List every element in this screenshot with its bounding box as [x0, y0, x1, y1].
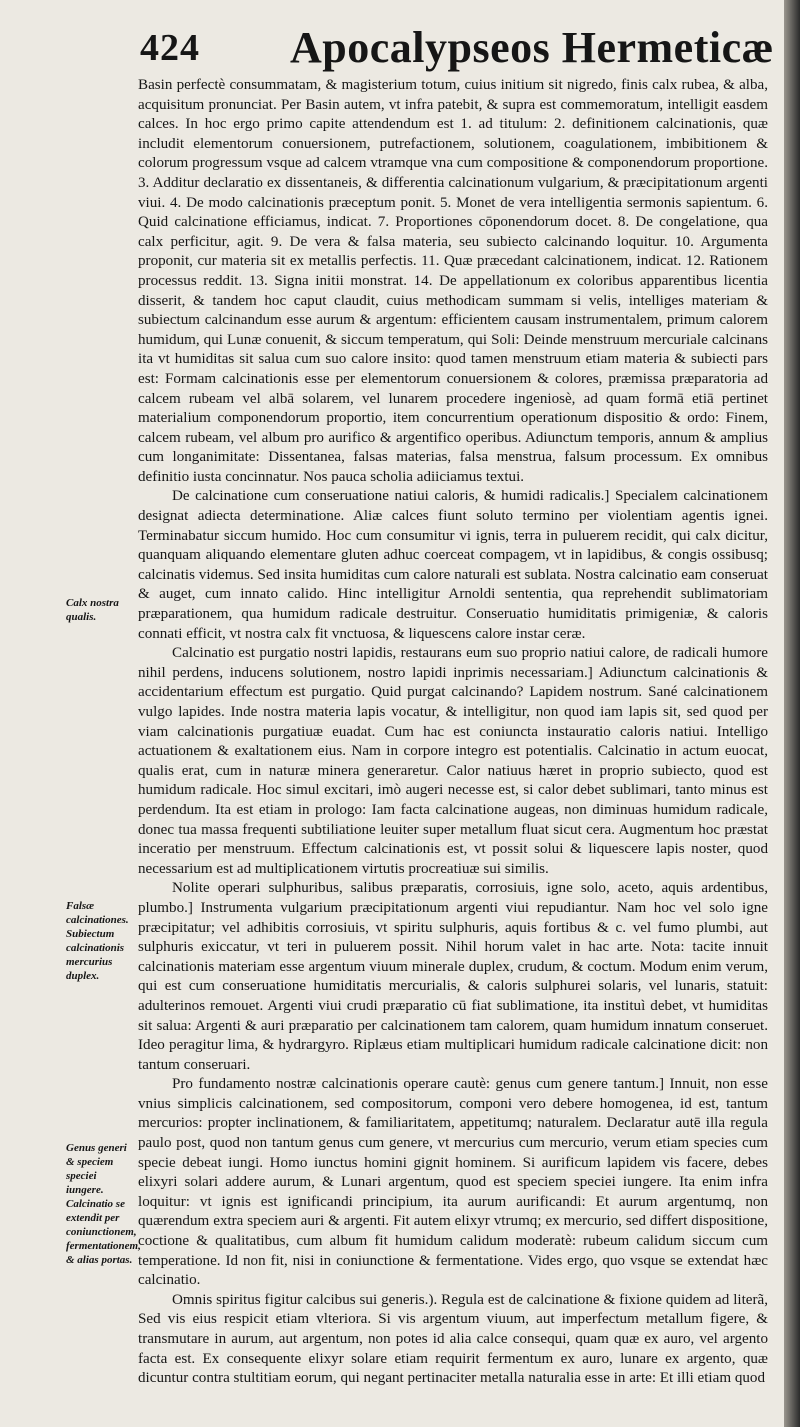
paragraph: Basin perfectè consummatam, & magisterium totum, cuius initium sit nigredo, finis calx rubea, & alba, acquisitum pronunciat. Per Basin autem, vt infra patebit, & supra est commemoratum, intelligit easdem calces. In hoc ergo primo capite attendendum est 1. ad titulum: 2. definitionem calcinationis, quæ includit elementorum conuersionem, putrefactionem, solutionem, coagulationem, imbibitionem & colorum progressum vsque ad calcem vtramque vna cum compositione & componendorum proportione. 3. Additur declaratio ex dissentaneis, & differentia calcinationum vulgarium, & præcipitationum argenti viui. 4. De modo calcinationis præceptum ponit. 5. Monet de vera intelligentia sermonis sapientum. 6. Quid calcinatione efficiamus, indicat. 7. Proportiones cōponendorum docet. 8. De congelatione, qua calx perficitur, agit. 9. De vera & falsa materia, seu subiecto calcinando loquitur. 10. Argumenta proponit, cur materia sit ex metallis perfectis. 11. Quæ præcedant calcinationem, indicat. 12. Rationem processus reddit. 13. Signa initii monstrat. 14. De appellationum ex coloribus apparentibus licentia disserit, & tandem hoc caput claudit, cuius methodicam summam si velis, intelliges materiam & subiectum calcinandum esse aurum & argentum: efficientem causam instrumentalem, primum calorem humidum, qui Lunæ conuenit, & siccum temperatum, qui Soli: Deinde menstruum mercuriale calcinans ita vt humiditas sit salua cum suo calore insito: quod tamen menstruum etiam materia & subiecti pars est: Formam calcinationis esse per elementorum conuersionem & colores, præmissa præparatoria ad calcem rubeam vel albā solarem, vel lunarem procedere ingeniosè, ad quam formā etiā pertinet materialium componendorum proportio, item concurrentium operationum dispositio & ordo: Finem, calcem rubeam, vel album pro aurifico & argentifico operibus. Adiunctum temporis, annum & amplius cum longanimitate: Dissentanea, falsas materias, falsa menstrua, falsum processum. Ex omnibus definitio iusta concinnatur. Nos pauca scholia adiiciamus textui. — [138, 77, 768, 485]
body-text — [138, 76, 768, 1421]
margin-note: Falsæ calcinationes. Subiectum calcinationis mercurius duplex. — [66, 900, 129, 982]
paragraph: De calcinatione cum conseruatione natiui caloris, & humidi radicalis.] Specialem calcinationem designat adiecta determinatione. Aliæ calces fiunt soluto termino per violentiam agentis ignei. Terminabatur siccum humido. Hoc cum consumitur vi ignis, terra in puluerem recidit, qui calx dicitur, quanquam aliquando elementare gluten adhuc coerceat compagem, vt in lapidibus, & congis ossibusq; calcinatis videmus. Sed insita humiditas cum calore naturali est sublata. Nostra calcinatio eam conseruat & auget, cum innato calido. Hinc intelligitur Arnoldi sententia, qua reprehendit sublimatoriam præparationem, qua humidum radicale destruitur. Conseruatio humiditatis primigeniæ, & caloris connati efficit, vt nostra calx fit vnctuosa, & liquescens calore instar ceræ. — [138, 488, 768, 642]
paragraph: Calcinatio est purgatio nostri lapidis, restaurans eum suo proprio natiui calore, de radicali humore nihil perdens, inducens solutionem, nostro lapidi inprimis necessariam.] Adiunctum calcinationis & accidentarium effectum est purgatio. Quid purgat calcinando? Lapidem nostrum. Sané calcinationem vulgo lapides. Inde nostra materia lapis vocatur, & intelligitur, non quod iam lapis sit, sed quod per viam calcinationis purgatiuæ euadat. Cum hac est coniuncta instauratio caloris natiui. Intelligo actuationem & exaltationem eius. Nam in corpore integro est potentialis. Calcinatio in actum euocat, qualis erat, cum in naturæ minera generaretur. Calor natiuus hæret in proprio subiecto, quod est humidum radicale. Hoc simul excitari, imò augeri necesse est, si calor debet sublimari, tanto minus est perdendum. Ita est etiam in prologo: Iam facta calcinatione augeas, non diminuas humidum radicale, donec tua massa frequenti subtiliatione leuiter super metallum fluat sicut cera. Augmentum hoc præstat inceratio per menstruum. Effectum calcinationis est, vt possit solui & liquescere lapis noster, quod necessarium est ad multiplicationem virtutis procreatiuæ sui similis. — [138, 645, 768, 877]
paragraph: Nolite operari sulphuribus, salibus præparatis, corrosiuis, igne solo, aceto, aquis ardentibus, plumbo.] Instrumenta vulgarium præcipitationum argenti viui repudiantur. Nam hoc vel solo igne præcipitatur; vel adhibitis corrosiuis, vt spiritu sulphuris, aquis fortibus & c. vel fumo plumbi, aut sulphuris exiccatur, vt teri in puluerem possit. Nihil horum valet in hac arte. Nota: tacite innuit calcinationis materiam esse argentum viuum minerale duplex, crudum, & coctum. Modum enim verum, qui est cum conseruatione humiditatis mercurialis, & caloris sulphurei solaris, vel lunaris, statuit: adulterinos remouet. Argenti viui crudi præparatio cū fiat sublimatione, ita instituì debet, vt humiditas sit salua: Argenti & auri præparatio per calcinationem tam calorem, quam humidum innatum conseruet. Ideo peragitur lima, & hydrargyro. Riplæus etiam multiplicari humidum radicale calcinatione dicit: non tantum conseruari. — [138, 880, 768, 1073]
margin-note: Calx nostra qualis. — [66, 597, 119, 623]
page-header — [140, 18, 780, 70]
paragraph: Pro fundamento nostræ calcinationis operare cautè: genus cum genere tantum.] Innuit, non esse vnius simplicis calcinationem, sed compositorum, componi vero debere homogenea, id est, tantum mercurios: propter inclinationem, & familiaritatem, appetitumq; naturalem. Declaratur autē illa regula paulo post, quod non tantum genus cum genere, vt mercurius cum mercurio, verum etiam species cum specie debeat iungi. Homo iunctus homini gignit hominem. Si aurificum lapidem vis facere, debes elixyri solari addere aurum, & Lunari argentum, quod est speciem speciei iungere. Ita enim infra loquitur: vt ignis est ignificandi principium, ita aurum aurificandi: Et aurum argentumq, non quærendum extra speciem auri & argenti. Fit autem elixyr vtrumq; ex mercurio, sed differt dispositione, coctione & qualitatibus, cum album fit humidum calidum moderatè: rubeum calidum siccum cum temperatione. Id non fit, nisi in coniunctione & fermentatione. Vides ergo, quo vsque se extendat hæc calcinatio. — [138, 1076, 768, 1289]
page-gutter-shadow — [784, 0, 800, 1427]
running-title: Apocalypseos Hermeticæ — [290, 23, 774, 72]
paragraph: Omnis spiritus figitur calcibus sui generis.). Regula est de calcinatione & fixione quidem ad literã, Sed vis eius respicit etiam vlteriora. Si vis argentum viuum, aut imperfectum metallum figere, & transmutare in aurum, aut argentum, non potes id alia calce consequi, quam quæ ex auro, vel argento facta est. Ex consequente elixyr solare etiam requirit fermentum ex auro, lunare ex argento, quæ dicuntur contra stultitiam eorum, qui negant pertinaciter metalla naturalia esse in arte: Et illi etiam quod — [138, 1291, 768, 1387]
margin-note: Genus generi & speciem speciei iungere. Calcinatio se extendit per coniunctionem, fermentationem, & alias portas. — [66, 1142, 141, 1266]
page-number: 424 — [140, 27, 200, 69]
